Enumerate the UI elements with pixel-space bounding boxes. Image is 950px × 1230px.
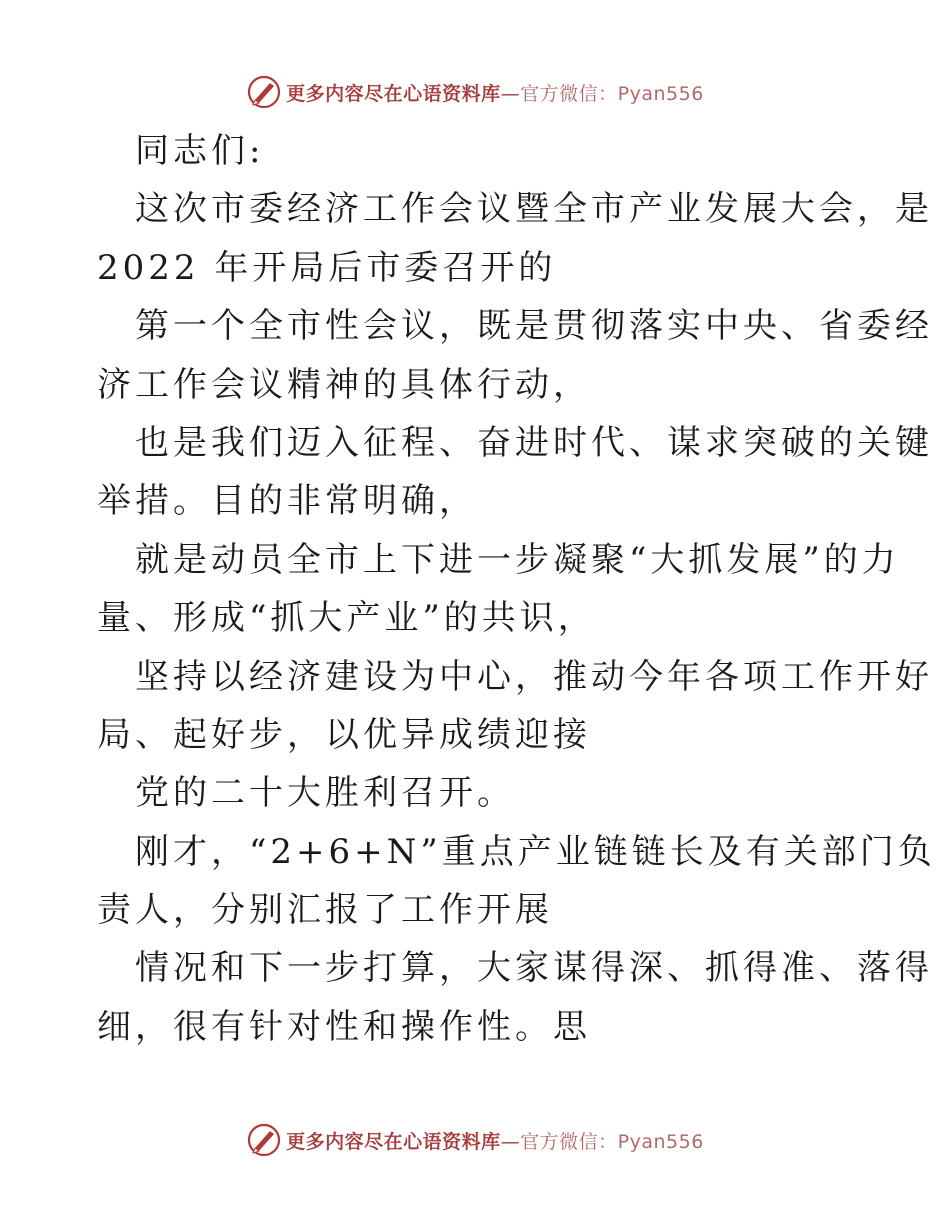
text-line: 责人，分别汇报了工作开展 bbox=[97, 890, 553, 931]
text-line: 举措。目的非常明确， bbox=[97, 481, 477, 522]
brand-text: 更多内容尽在心语资料库 bbox=[286, 82, 501, 105]
brand-text: 更多内容尽在心语资料库 bbox=[286, 1130, 501, 1153]
text-line: 第一个全市性会议，既是贯彻落实中央、省委经 bbox=[135, 306, 933, 347]
footer-watermark bbox=[0, 1120, 950, 1160]
text-line: 情况和下一步打算，大家谋得深、抓得准、落得 bbox=[135, 948, 933, 989]
dash-text: — bbox=[500, 1130, 521, 1153]
text-line: 也是我们迈入征程、奋进时代、谋求突破的关键 bbox=[135, 422, 933, 463]
pen-logo-icon bbox=[246, 74, 282, 110]
text-line: 就是动员全市上下进一步凝聚“大抓发展”的力 bbox=[135, 539, 900, 580]
text-line: 党的二十大胜利召开。 bbox=[135, 773, 515, 814]
pen-logo-icon bbox=[246, 1122, 282, 1158]
text-line: 2022 年开局后市委召开的 bbox=[97, 247, 557, 288]
text-line: 量、形成“抓大产业”的共识， bbox=[97, 598, 596, 639]
text-line: 刚才，“2+6+N”重点产业链链长及有关部门负 bbox=[135, 831, 936, 872]
text-line: 细，很有针对性和操作性。思 bbox=[97, 1006, 591, 1047]
text-line: 济工作会议精神的具体行动， bbox=[97, 364, 591, 405]
text-line: 这次市委经济工作会议暨全市产业发展大会，是 bbox=[135, 189, 933, 230]
wechat-text: 官方微信：Pyan556 bbox=[520, 82, 704, 105]
text-line: 坚持以经济建设为中心，推动今年各项工作开好 bbox=[135, 656, 933, 697]
text-line: 同志们: bbox=[135, 131, 265, 171]
document-body bbox=[97, 122, 936, 1056]
wechat-text: 官方微信：Pyan556 bbox=[520, 1130, 704, 1153]
text-line: 局、起好步，以优异成绩迎接 bbox=[97, 714, 591, 755]
header-watermark bbox=[0, 72, 950, 112]
dash-text: — bbox=[500, 82, 521, 105]
